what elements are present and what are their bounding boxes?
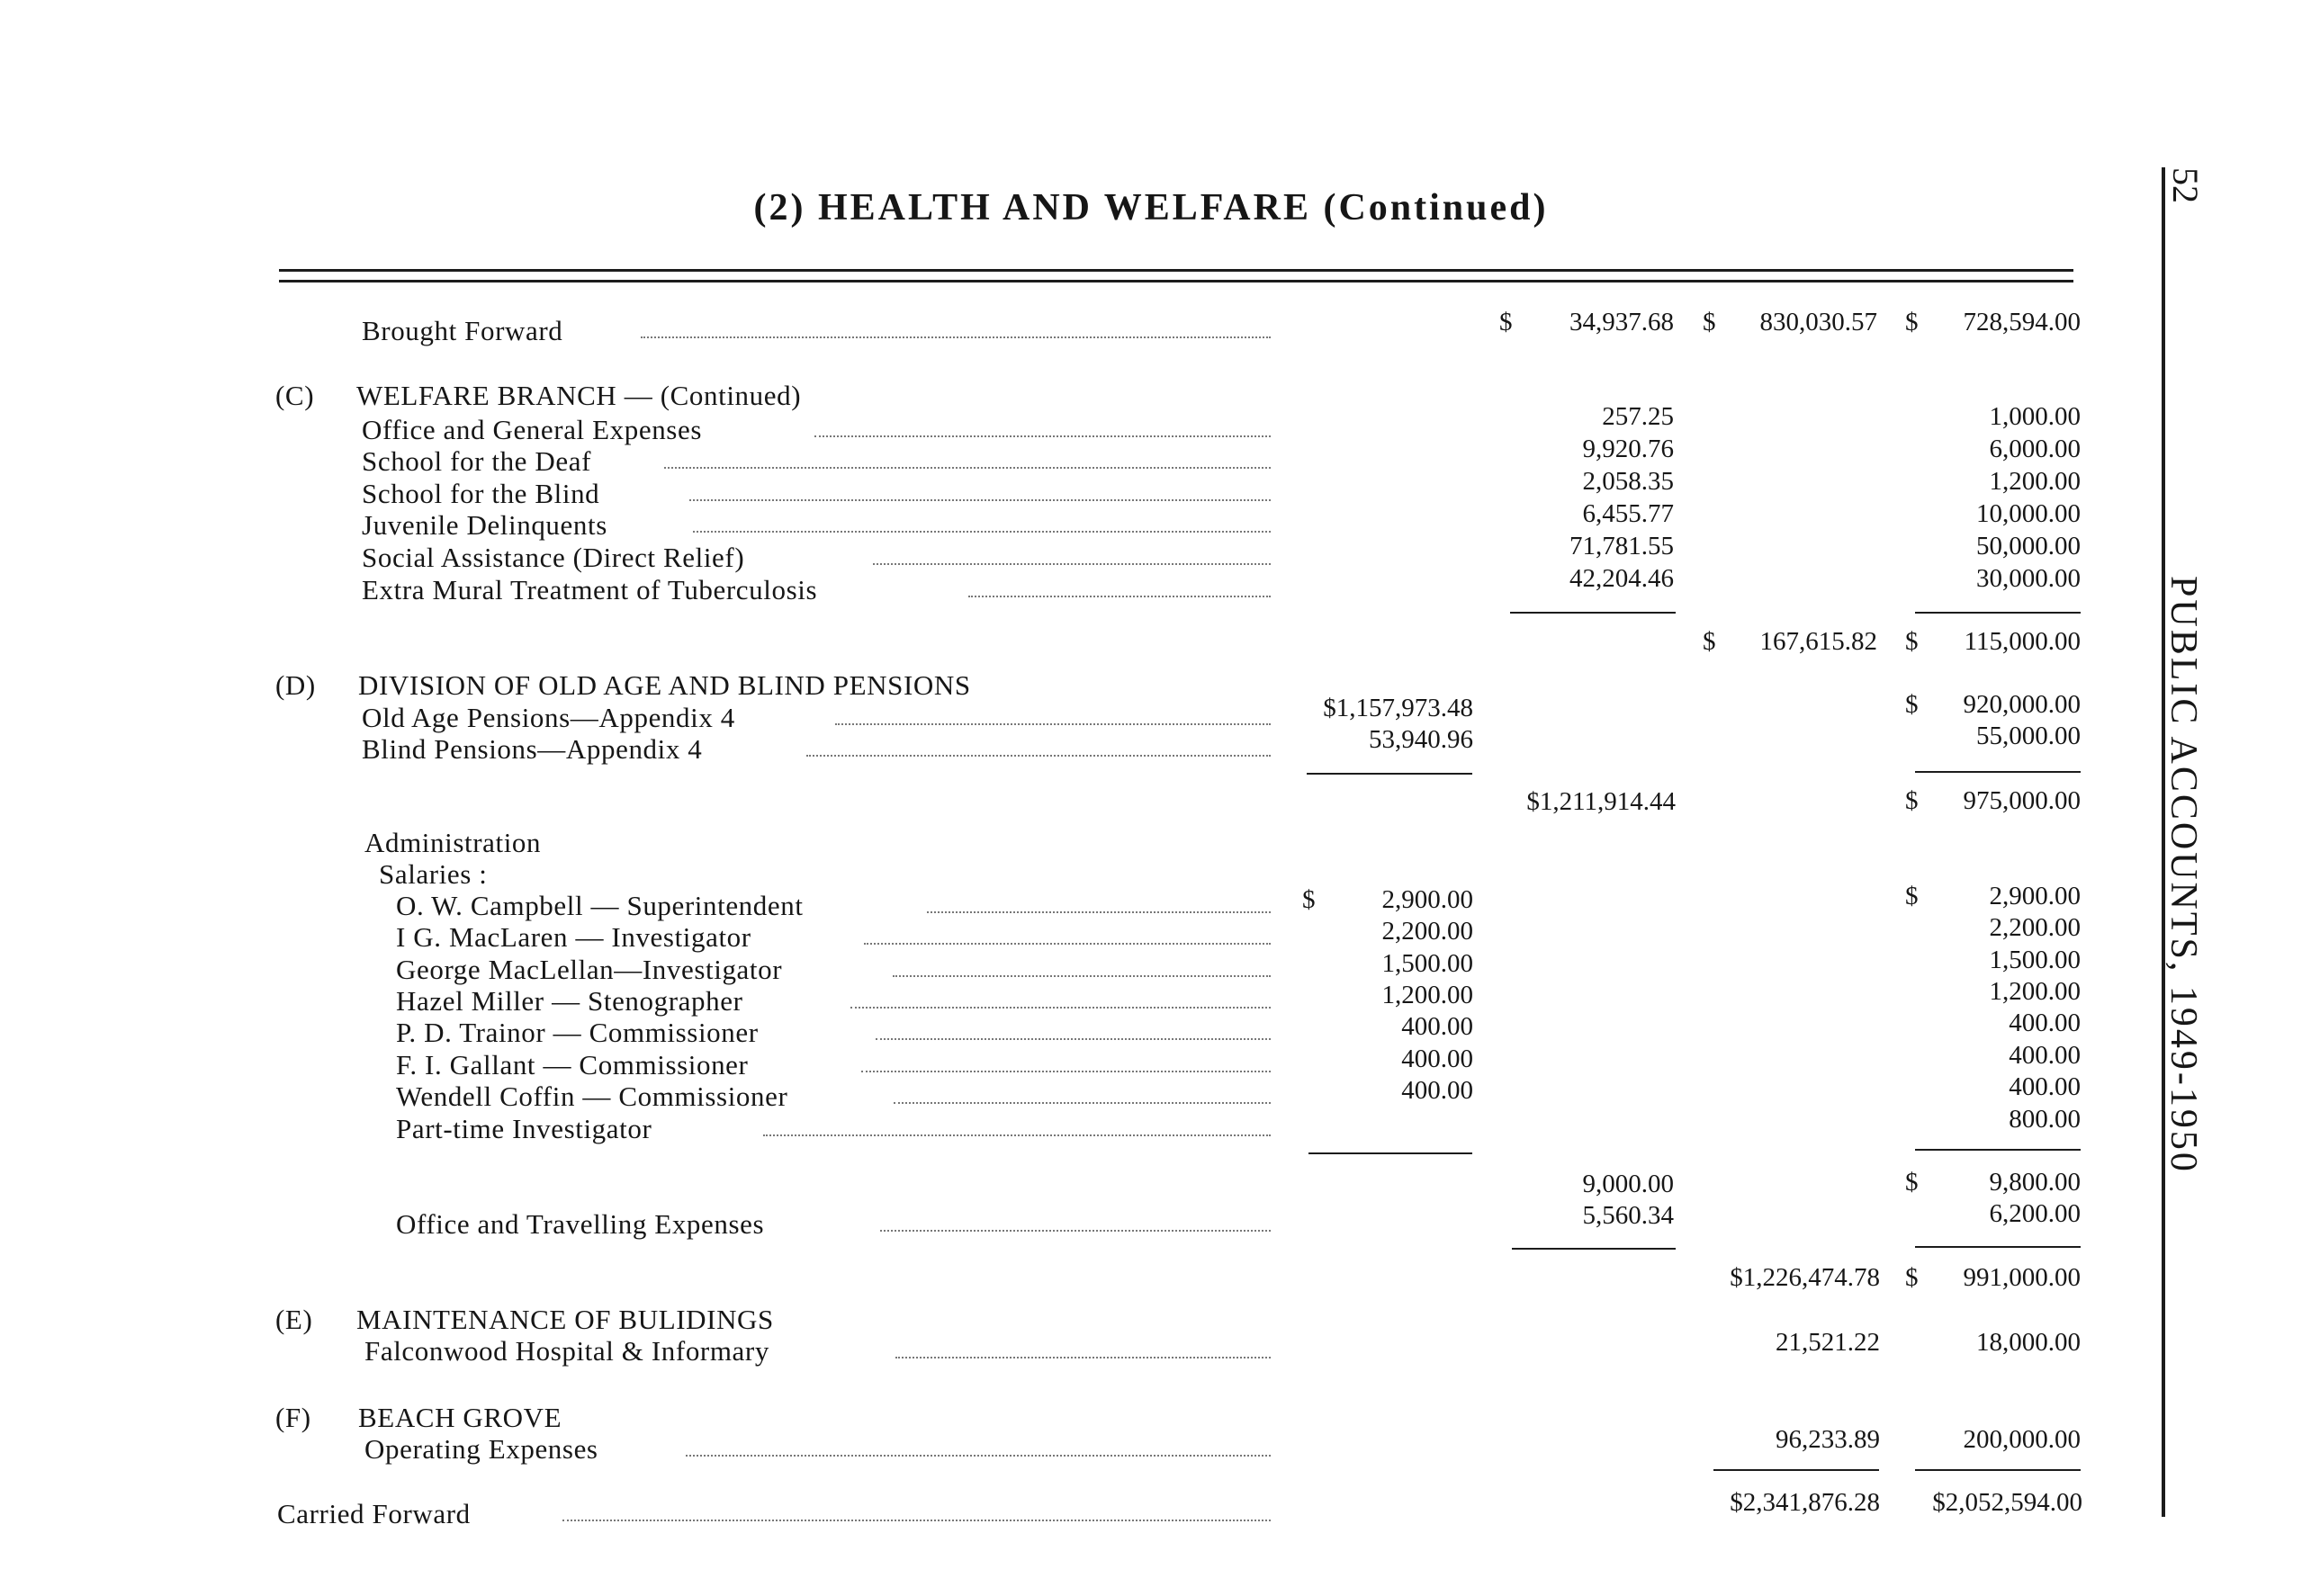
currency-sign: $ bbox=[1905, 882, 1919, 910]
subtotal-rule bbox=[1915, 1246, 2081, 1248]
pension-item-label: Blind Pensions—Appendix 4 bbox=[362, 733, 703, 765]
salary-item-col1: 2,900.00 bbox=[1381, 885, 1473, 914]
maintenance-col4: 18,000.00 bbox=[1976, 1328, 2081, 1357]
leader-dots bbox=[861, 1071, 1271, 1072]
welfare-item-label: Office and General Expenses bbox=[362, 414, 702, 445]
leader-dots bbox=[873, 563, 1271, 565]
leader-dots bbox=[763, 1134, 1271, 1136]
leader-dots bbox=[968, 596, 1271, 597]
section-heading: MAINTENANCE OF BULIDINGS bbox=[356, 1304, 774, 1335]
office-expenses-col2: 5,560.34 bbox=[1582, 1201, 1674, 1230]
brought-forward-col4: 728,594.00 bbox=[1963, 308, 2081, 336]
brought-forward-col2: 34,937.68 bbox=[1569, 308, 1674, 336]
maintenance-item-label: Falconwood Hospital & Informary bbox=[364, 1335, 769, 1367]
pensions-total-col2: $1,211,914.44 bbox=[1526, 787, 1676, 816]
welfare-item-col4: 6,000.00 bbox=[1989, 435, 2081, 463]
page-title: (2) HEALTH AND WELFARE (Continued) bbox=[753, 187, 1549, 229]
salary-item-label: I G. MacLaren — Investigator bbox=[396, 921, 751, 953]
page-number: 52 bbox=[2165, 167, 2206, 203]
salary-item-col1: 400.00 bbox=[1401, 1045, 1473, 1073]
salary-item-col4: 2,200.00 bbox=[1989, 913, 2081, 942]
salary-item-col4: 400.00 bbox=[2009, 1009, 2081, 1037]
beach-col4: 200,000.00 bbox=[1963, 1425, 2081, 1454]
leader-dots bbox=[876, 1038, 1271, 1040]
section-code: (D) bbox=[275, 669, 316, 701]
section-code: (F) bbox=[275, 1402, 311, 1433]
subtotal-rule bbox=[1915, 771, 2081, 773]
salary-item-col1: 2,200.00 bbox=[1381, 917, 1473, 946]
total-rule bbox=[1915, 1469, 2081, 1471]
section-heading: WELFARE BRANCH — (Continued) bbox=[356, 380, 802, 411]
leader-dots bbox=[689, 499, 1271, 501]
pensions-total-col4: 975,000.00 bbox=[1963, 786, 2081, 815]
leader-dots bbox=[927, 911, 1271, 913]
currency-sign: $ bbox=[1905, 1263, 1919, 1292]
salary-item-label: George MacLellan—Investigator bbox=[396, 954, 783, 985]
pension-item-col1: 53,940.96 bbox=[1369, 725, 1473, 754]
leader-dots bbox=[835, 723, 1271, 725]
currency-sign: $ bbox=[1905, 1168, 1919, 1197]
welfare-item-col2: 71,781.55 bbox=[1569, 532, 1674, 560]
beach-col3: 96,233.89 bbox=[1776, 1425, 1880, 1454]
welfare-item-col2: 257.25 bbox=[1602, 402, 1674, 431]
currency-sign: $ bbox=[1302, 885, 1316, 914]
subtotal-rule bbox=[1308, 1152, 1472, 1154]
salary-item-col4: 800.00 bbox=[2009, 1105, 2081, 1134]
currency-sign: $ bbox=[1703, 627, 1716, 656]
administration-heading: Administration bbox=[364, 827, 542, 858]
leader-dots bbox=[895, 1357, 1271, 1358]
pension-item-label: Old Age Pensions—Appendix 4 bbox=[362, 702, 735, 733]
salary-item-col1: 400.00 bbox=[1401, 1076, 1473, 1105]
welfare-total-col4: 115,000.00 bbox=[1964, 627, 2081, 656]
leader-dots bbox=[864, 943, 1271, 945]
welfare-item-label: School for the Deaf bbox=[362, 445, 592, 477]
leader-dots bbox=[893, 975, 1271, 977]
salary-item-col4: 1,200.00 bbox=[1989, 977, 2081, 1006]
leader-dots bbox=[806, 755, 1271, 757]
subtotal-rule bbox=[1510, 612, 1676, 614]
section-code: (C) bbox=[275, 380, 315, 411]
pension-item-col4: 55,000.00 bbox=[1976, 722, 2081, 750]
welfare-item-label: Juvenile Delinquents bbox=[362, 509, 607, 541]
salary-item-label: F. I. Gallant — Commissioner bbox=[396, 1049, 749, 1080]
salary-item-label: Hazel Miller — Stenographer bbox=[396, 985, 743, 1017]
salary-item-label: O. W. Campbell — Superintendent bbox=[396, 890, 804, 921]
welfare-item-col4: 50,000.00 bbox=[1976, 532, 2081, 560]
salary-item-col1: 1,200.00 bbox=[1381, 981, 1473, 1009]
title-rule-top bbox=[279, 269, 2073, 272]
office-expenses-col4: 6,200.00 bbox=[1989, 1199, 2081, 1228]
side-title: PUBLIC ACCOUNTS, 1949-1950 bbox=[2163, 576, 2204, 1174]
salary-item-col4: 400.00 bbox=[2009, 1041, 2081, 1070]
leader-dots bbox=[814, 435, 1271, 437]
currency-sign: $ bbox=[1905, 627, 1919, 656]
welfare-item-col2: 42,204.46 bbox=[1569, 564, 1674, 593]
salary-item-col4: 1,500.00 bbox=[1989, 946, 2081, 974]
welfare-total-col3: 167,615.82 bbox=[1759, 627, 1877, 656]
division-total-col3: $1,226,474.78 bbox=[1730, 1263, 1880, 1292]
leader-dots bbox=[562, 1520, 1271, 1521]
carried-forward-col3: $2,341,876.28 bbox=[1730, 1488, 1880, 1517]
total-rule bbox=[1713, 1469, 1879, 1471]
leader-dots bbox=[880, 1230, 1271, 1232]
beach-item-label: Operating Expenses bbox=[364, 1433, 598, 1465]
title-rule-bottom bbox=[279, 280, 2073, 282]
currency-sign: $ bbox=[1499, 308, 1513, 336]
currency-sign: $ bbox=[1905, 308, 1919, 336]
welfare-item-col2: 6,455.77 bbox=[1582, 499, 1674, 528]
subtotal-rule bbox=[1915, 612, 2081, 614]
welfare-item-col4: 1,000.00 bbox=[1989, 402, 2081, 431]
leader-dots bbox=[664, 467, 1271, 469]
welfare-item-label: Extra Mural Treatment of Tuberculosis bbox=[362, 574, 818, 605]
salary-item-label: Part-time Investigator bbox=[396, 1113, 652, 1144]
welfare-item-col2: 9,920.76 bbox=[1582, 435, 1674, 463]
salary-item-label: Wendell Coffin — Commissioner bbox=[396, 1080, 788, 1112]
leader-dots bbox=[850, 1007, 1271, 1009]
salary-item-col1: 400.00 bbox=[1401, 1012, 1473, 1041]
welfare-item-label: School for the Blind bbox=[362, 478, 600, 509]
welfare-item-col4: 1,200.00 bbox=[1989, 467, 2081, 496]
salary-item-col1: 1,500.00 bbox=[1381, 949, 1473, 978]
section-code: (E) bbox=[275, 1304, 313, 1335]
salary-item-col4: 400.00 bbox=[2009, 1072, 2081, 1101]
welfare-item-col4: 10,000.00 bbox=[1976, 499, 2081, 528]
subtotal-rule bbox=[1915, 1149, 2081, 1151]
welfare-item-label: Social Assistance (Direct Relief) bbox=[362, 542, 745, 573]
leader-dots bbox=[686, 1455, 1271, 1457]
section-heading: DIVISION OF OLD AGE AND BLIND PENSIONS bbox=[358, 669, 971, 701]
salaries-total-col2: 9,000.00 bbox=[1582, 1170, 1674, 1198]
carried-forward-col4: $2,052,594.00 bbox=[1932, 1488, 2082, 1517]
welfare-item-col2: 2,058.35 bbox=[1582, 467, 1674, 496]
subtotal-rule bbox=[1307, 773, 1472, 775]
office-expenses-label: Office and Travelling Expenses bbox=[396, 1208, 765, 1240]
salary-item-label: P. D. Trainor — Commissioner bbox=[396, 1017, 759, 1048]
salary-item-col4: 2,900.00 bbox=[1989, 882, 2081, 910]
section-heading: BEACH GROVE bbox=[358, 1402, 562, 1433]
leader-dots bbox=[641, 336, 1271, 338]
salaries-heading: Salaries : bbox=[379, 858, 488, 890]
welfare-item-col4: 30,000.00 bbox=[1976, 564, 2081, 593]
division-total-col4: 991,000.00 bbox=[1963, 1263, 2081, 1292]
pension-item-col4: 920,000.00 bbox=[1963, 690, 2081, 719]
maintenance-col3: 21,521.22 bbox=[1776, 1328, 1880, 1357]
currency-sign: $ bbox=[1905, 786, 1919, 815]
currency-sign: $ bbox=[1905, 690, 1919, 719]
brought-forward-label: Brought Forward bbox=[362, 315, 563, 346]
leader-dots bbox=[693, 531, 1271, 533]
salaries-total-col4: 9,800.00 bbox=[1989, 1168, 2081, 1197]
subtotal-rule bbox=[1512, 1248, 1676, 1250]
brought-forward-col3: 830,030.57 bbox=[1759, 308, 1877, 336]
pension-item-col1: $1,157,973.48 bbox=[1323, 694, 1473, 722]
leader-dots bbox=[894, 1102, 1271, 1104]
carried-forward-label: Carried Forward bbox=[277, 1498, 471, 1529]
currency-sign: $ bbox=[1703, 308, 1716, 336]
